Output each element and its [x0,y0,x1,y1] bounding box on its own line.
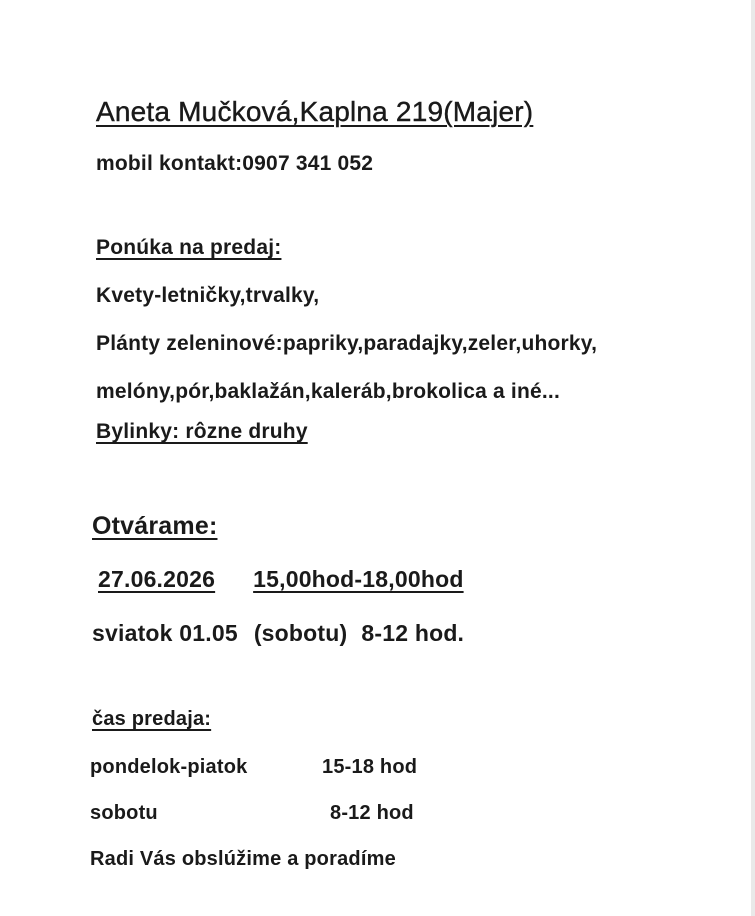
sales-day-weekdays: pondelok-piatok [90,756,248,778]
holiday-row [92,620,464,647]
sales-day-saturday: sobotu [90,802,158,824]
offer-line-seedlings: Plánty zeleninové:papriky,paradajky,zeler,uhorky, [96,332,598,355]
opening-date-hours: 15,00hod-18,00hod [253,566,464,592]
offer-line-vegetables: melóny,pór,baklažán,kaleráb,brokolica a iné... [96,380,560,403]
offer-heading: Ponúka na predaj: [96,236,282,259]
opening-heading: Otvárame: [92,512,218,540]
scan-edge [751,0,755,916]
holiday-day: (sobotu) [253,620,348,646]
offer-line-herbs: Bylinky: rôzne druhy [96,420,308,443]
closing-line: Radi Vás obslúžime a poradíme [90,848,396,870]
seller-name-address: Aneta Mučková,Kaplna 219(Majer) [96,96,534,127]
sales-hours-saturday: 8-12 hod [330,802,414,824]
opening-date-row [92,566,464,593]
sales-time-heading: čas predaja: [92,708,212,730]
holiday-date: sviatok 01.05 [92,620,238,646]
mobile-contact: mobil kontakt:0907 341 052 [96,152,374,175]
holiday-hours: 8-12 hod. [361,620,465,646]
offer-line-flowers: Kvety-letničky,trvalky, [96,284,320,307]
opening-date: 27.06.2026 [98,566,216,592]
sales-hours-weekdays: 15-18 hod [322,756,418,778]
